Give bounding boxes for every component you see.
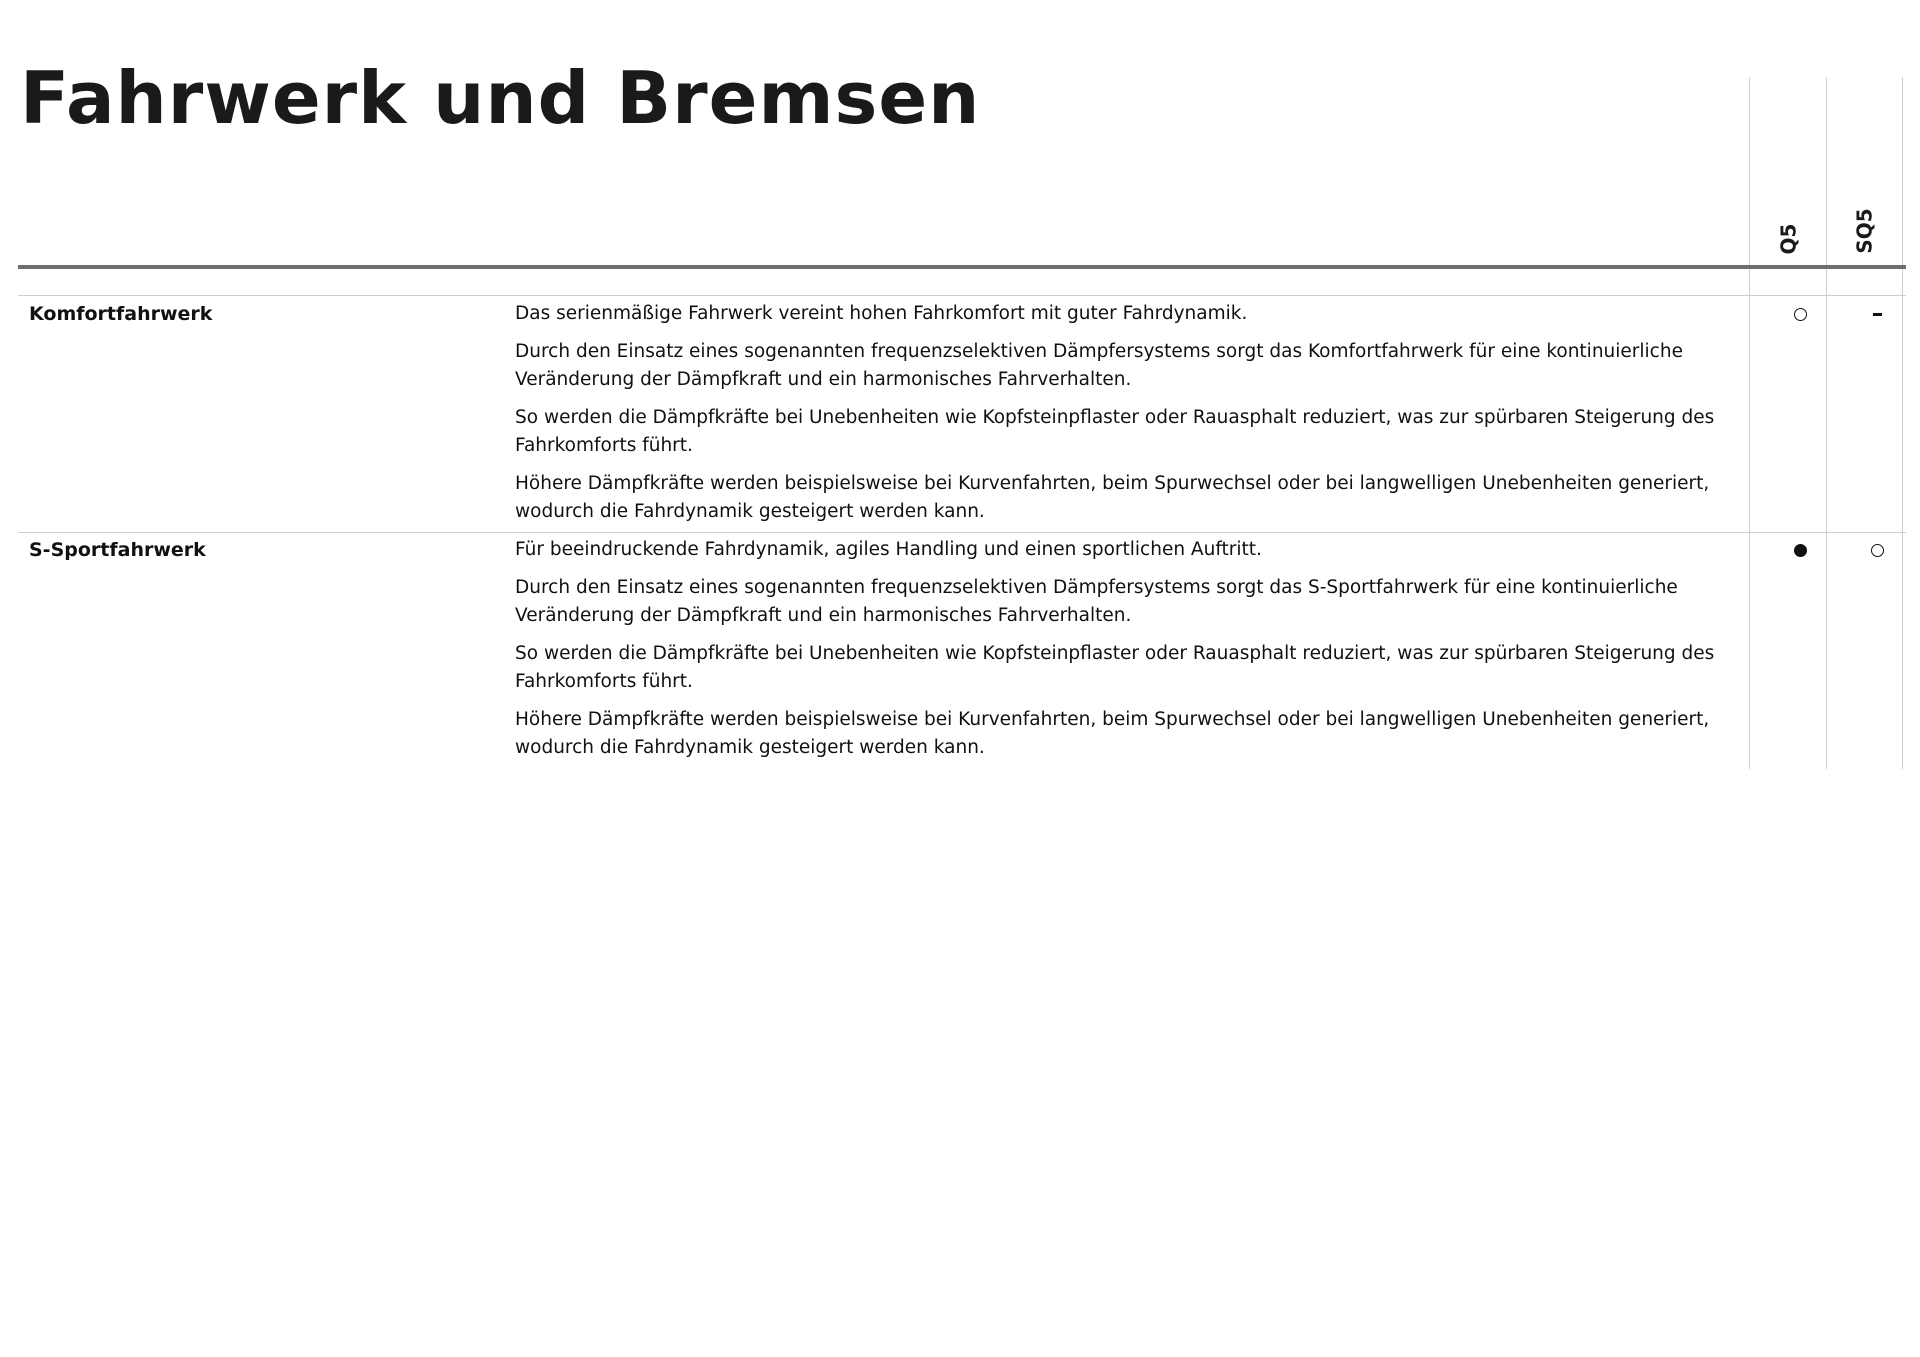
description-paragraph: Für beeindruckende Fahrdynamik, agiles Handling und einen sportlichen Auftritt.: [515, 539, 1262, 560]
header-rule: [18, 265, 1906, 269]
description-paragraph: So werden die Dämpfkräfte bei Unebenheiten wie Kopfsteinpflaster oder Rauasphalt reduziert, was zur spürbaren Steigerung des Fahrkomforts führt.: [515, 407, 1715, 456]
feature-name: Komfortfahrwerk: [29, 303, 213, 325]
dash-icon: [1873, 313, 1882, 316]
table-top-divider: [18, 295, 1906, 296]
description-paragraph: Höhere Dämpfkräfte werden beispielsweise bei Kurvenfahrten, beim Spurwechsel oder bei langwelligen Unebenheiten generiert, wodurch die Fahrdynamik gesteigert werden kann.: [515, 473, 1710, 522]
page-title: Fahrwerk und Bremsen: [20, 56, 981, 140]
description-paragraph: Höhere Dämpfkräfte werden beispielsweise bei Kurvenfahrten, beim Spurwechsel oder bei langwelligen Unebenheiten generiert, wodurch die Fahrdynamik gesteigert werden kann.: [515, 709, 1710, 758]
table-row: [18, 536, 1906, 768]
description-paragraph: Durch den Einsatz eines sogenannten frequenzselektiven Dämpfersystems sorgt das Komfortfahrwerk für eine kontinuierliche Veränderung der Dämpfkraft und ein harmonisches Fahrverhalten.: [515, 341, 1683, 390]
filled-circle-icon: [1794, 544, 1807, 557]
description-paragraph: Das serienmäßige Fahrwerk vereint hohen Fahrkomfort mit guter Fahrdynamik.: [515, 303, 1248, 324]
availability-q5: [1770, 536, 1830, 564]
feature-description: [515, 300, 1745, 536]
feature-description: [515, 536, 1745, 772]
column-header-sq5-label: SQ5: [1853, 208, 1878, 254]
column-header-q5-label: Q5: [1775, 223, 1800, 255]
description-paragraph: Durch den Einsatz eines sogenannten frequenzselektiven Dämpfersystems sorgt das S-Sportfahrwerk für eine kontinuierliche Veränderung der Dämpfkraft und ein harmonisches Fahrverhalten.: [515, 577, 1678, 626]
feature-name: S-Sportfahrwerk: [29, 539, 206, 561]
availability-q5: [1770, 300, 1830, 328]
availability-sq5: [1847, 536, 1907, 564]
open-circle-icon: [1794, 308, 1807, 321]
availability-sq5: [1847, 300, 1907, 328]
description-paragraph: So werden die Dämpfkräfte bei Unebenheiten wie Kopfsteinpflaster oder Rauasphalt reduziert, was zur spürbaren Steigerung des Fahrkomforts führt.: [515, 643, 1715, 692]
open-circle-icon: [1871, 544, 1884, 557]
column-header-sq5: [1845, 208, 1885, 254]
column-header-q5: [1768, 219, 1808, 259]
table-row: [18, 300, 1906, 530]
